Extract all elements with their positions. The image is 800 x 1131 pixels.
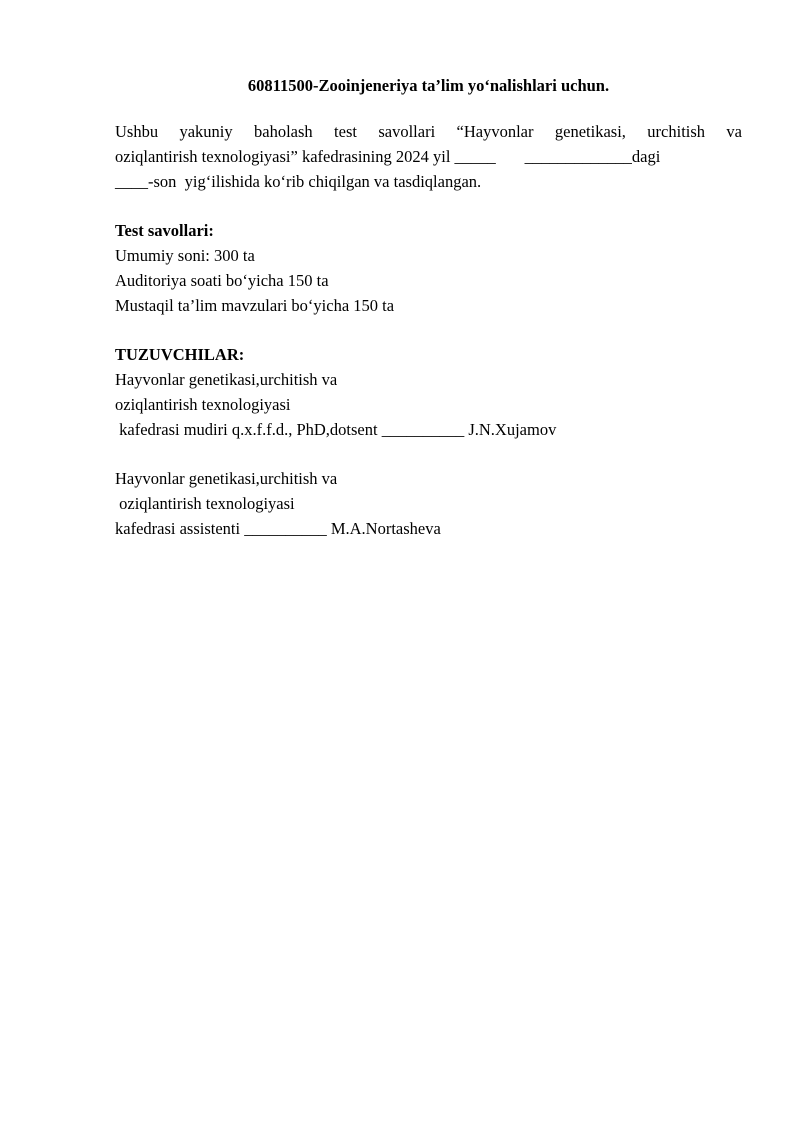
test-total: Umumiy soni: 300 ta [115,246,255,265]
author-1-dept-line-2: oziqlantirish texnologiyasi [115,395,291,414]
author-2-signature-line: kafedrasi assistenti __________ M.A.Nortasheva [115,519,441,538]
author-2-dept-line-1: Hayvonlar genetikasi,urchitish va [115,469,338,488]
document-title: 60811500-Zooinjeneriya ta’lim yo‘nalishlari uchun. [247,76,610,95]
authors-heading: TUZUVCHILAR: [115,345,245,364]
test-auditory: Auditoriya soati bo‘yicha 150 ta [115,271,329,290]
intro-line-2-text: oziqlantirish texnologiyasi” kafedrasining 2024 yil _____ _____________dagi [115,147,661,166]
intro-line-2 [115,146,742,168]
author-1-signature-line: kafedrasi mudiri q.x.f.f.d., PhD,dotsent __________ J.N.Xujamov [115,420,557,439]
test-heading: Test savollari: [115,221,214,240]
author-1-dept-line-1: Hayvonlar genetikasi,urchitish va [115,370,338,389]
intro-line-3: ____-son yig‘ilishida ko‘rib chiqilgan va tasdiqlangan. [115,172,482,191]
intro-line-1: Ushbu yakuniy baholash test savollari “Hayvonlar genetikasi, urchitish va [115,122,742,141]
test-independent: Mustaqil ta’lim mavzulari bo‘yicha 150 ta [115,296,395,315]
author-2-dept-line-2: oziqlantirish texnologiyasi [115,494,295,513]
